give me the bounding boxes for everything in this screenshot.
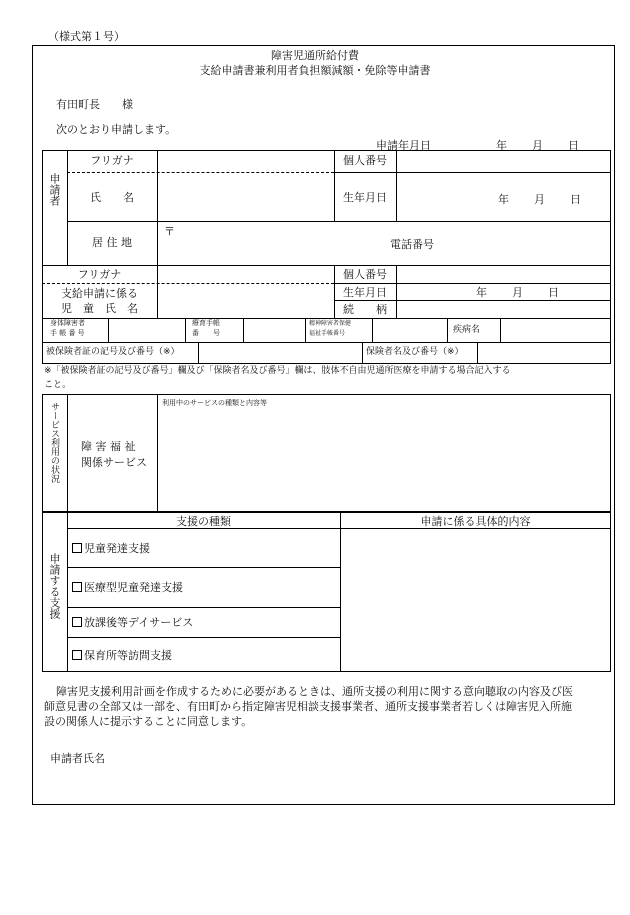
applicant-furigana-field[interactable] — [158, 151, 333, 171]
support-item-label: 保育所等訪問支援 — [84, 649, 172, 662]
child-birth-month: 月 — [512, 286, 523, 299]
phone-label: 電話番号 — [390, 238, 434, 251]
disease-label: 疾病名 — [453, 325, 481, 335]
applicant-section-label: 申請者 — [48, 173, 61, 206]
insurance-note-line2: こと。 — [44, 380, 72, 390]
service-category-line2: 関係サービス — [81, 456, 147, 469]
service-category-line1: 障 害 福 祉 — [81, 440, 136, 453]
insurer-label: 保険者名及び番号（※） — [366, 347, 464, 357]
signature-field[interactable] — [120, 748, 420, 768]
child-individual-number-label: 個人番号 — [343, 268, 387, 281]
child-birthdate-label: 生年月日 — [343, 286, 387, 299]
physical-handbook-label-line1: 身体障害者 — [50, 319, 85, 327]
child-furigana-label: フリガナ — [77, 268, 122, 281]
rehab-handbook-label-line2: 番 号 — [192, 329, 220, 337]
consent-line3: 設の関係人に提示することに同意します。 — [44, 715, 253, 728]
applicant-name-field[interactable] — [158, 173, 333, 220]
child-name-label-line1: 支給申請に係る — [61, 287, 138, 300]
applicant-individual-number-field[interactable] — [397, 151, 610, 171]
applicant-furigana-label: フリガナ — [90, 154, 134, 167]
applicant-birth-month: 月 — [534, 193, 545, 206]
physical-handbook-label-line2: 手 帳 番 号 — [50, 329, 85, 337]
checkbox[interactable] — [72, 582, 82, 592]
mental-handbook-label-line1: 精神障害者保健 — [309, 320, 352, 327]
child-relationship-label: 続 柄 — [343, 303, 387, 316]
applicant-birthdate-label: 生年月日 — [343, 191, 387, 204]
form-title-line1: 障害児通所給付費 — [271, 49, 359, 62]
applicant-birth-year: 年 — [498, 193, 509, 206]
child-name-field[interactable] — [158, 266, 333, 317]
application-date-day[interactable]: 日 — [568, 139, 579, 152]
support-item-label: 児童発達支援 — [84, 542, 150, 555]
applicant-name-label: 氏 名 — [90, 191, 134, 204]
support-item-child-development[interactable] — [72, 543, 150, 554]
support-item-label: 医療型児童発達支援 — [84, 581, 183, 594]
support-type-header: 支援の種類 — [176, 515, 231, 528]
addressee: 有田町長 様 — [56, 98, 133, 111]
insured-label: 被保険者証の記号及び番号（※） — [46, 347, 180, 357]
checkbox[interactable] — [72, 543, 82, 553]
consent-line1: 障害児支援利用計画を作成するために必要があるときは、通所支援の利用に関する意向聴取の内容及び医 — [56, 685, 573, 698]
applicant-address-label: 居 住 地 — [92, 236, 132, 249]
child-name-label-line2: 児 童 氏 名 — [61, 302, 138, 315]
service-usage-section-label: サービス利用の状況 — [49, 402, 59, 483]
support-details-header: 申請に係る具体的内容 — [420, 515, 531, 528]
applicant-address-field[interactable] — [180, 222, 380, 264]
support-item-after-school-day-service[interactable] — [72, 617, 193, 628]
support-item-medical-child-development[interactable] — [72, 582, 183, 593]
insurance-note-line1: ※「被保険者証の記号及び番号」欄及び「保険者名及び番号」欄は、肢体不自由児通所医療を申請する場合記入する — [44, 366, 511, 376]
checkbox[interactable] — [72, 650, 82, 660]
intro-text: 次のとおり申請します。 — [56, 123, 177, 136]
application-date-month[interactable]: 月 — [532, 139, 543, 152]
signature-label: 申請者氏名 — [50, 752, 105, 765]
postal-mark: 〒 — [164, 225, 175, 238]
rehab-handbook-label-line1: 療育手帳 — [192, 319, 220, 327]
service-details-field[interactable] — [158, 410, 610, 511]
consent-line2: 師意見書の全部又は一部を、有田町から指定障害児相談支援事業者、通所支援事業者若しくは障害児入所施 — [44, 700, 572, 713]
applicant-birth-day: 日 — [570, 193, 581, 206]
support-item-nursery-visit-support[interactable] — [72, 650, 172, 661]
applicant-individual-number-label: 個人番号 — [343, 154, 387, 167]
form-number: （様式第１号） — [48, 30, 125, 43]
application-date-year[interactable]: 年 — [496, 139, 507, 152]
checkbox[interactable] — [72, 617, 82, 627]
support-details-field[interactable] — [341, 529, 610, 671]
support-item-label: 放課後等デイサービス — [84, 616, 194, 629]
application-date-label: 申請年月日 — [376, 139, 431, 152]
service-details-label: 利用中のサービスの種類と内容等 — [162, 399, 267, 407]
child-birth-year: 年 — [476, 286, 487, 299]
form-title-line2: 支給申請書兼利用者負担額減額・免除等申請書 — [199, 64, 431, 77]
mental-handbook-label-line2: 福祉手帳番号 — [309, 330, 346, 337]
child-birth-day: 日 — [548, 286, 559, 299]
support-section-label: 申請する支援 — [48, 553, 61, 619]
